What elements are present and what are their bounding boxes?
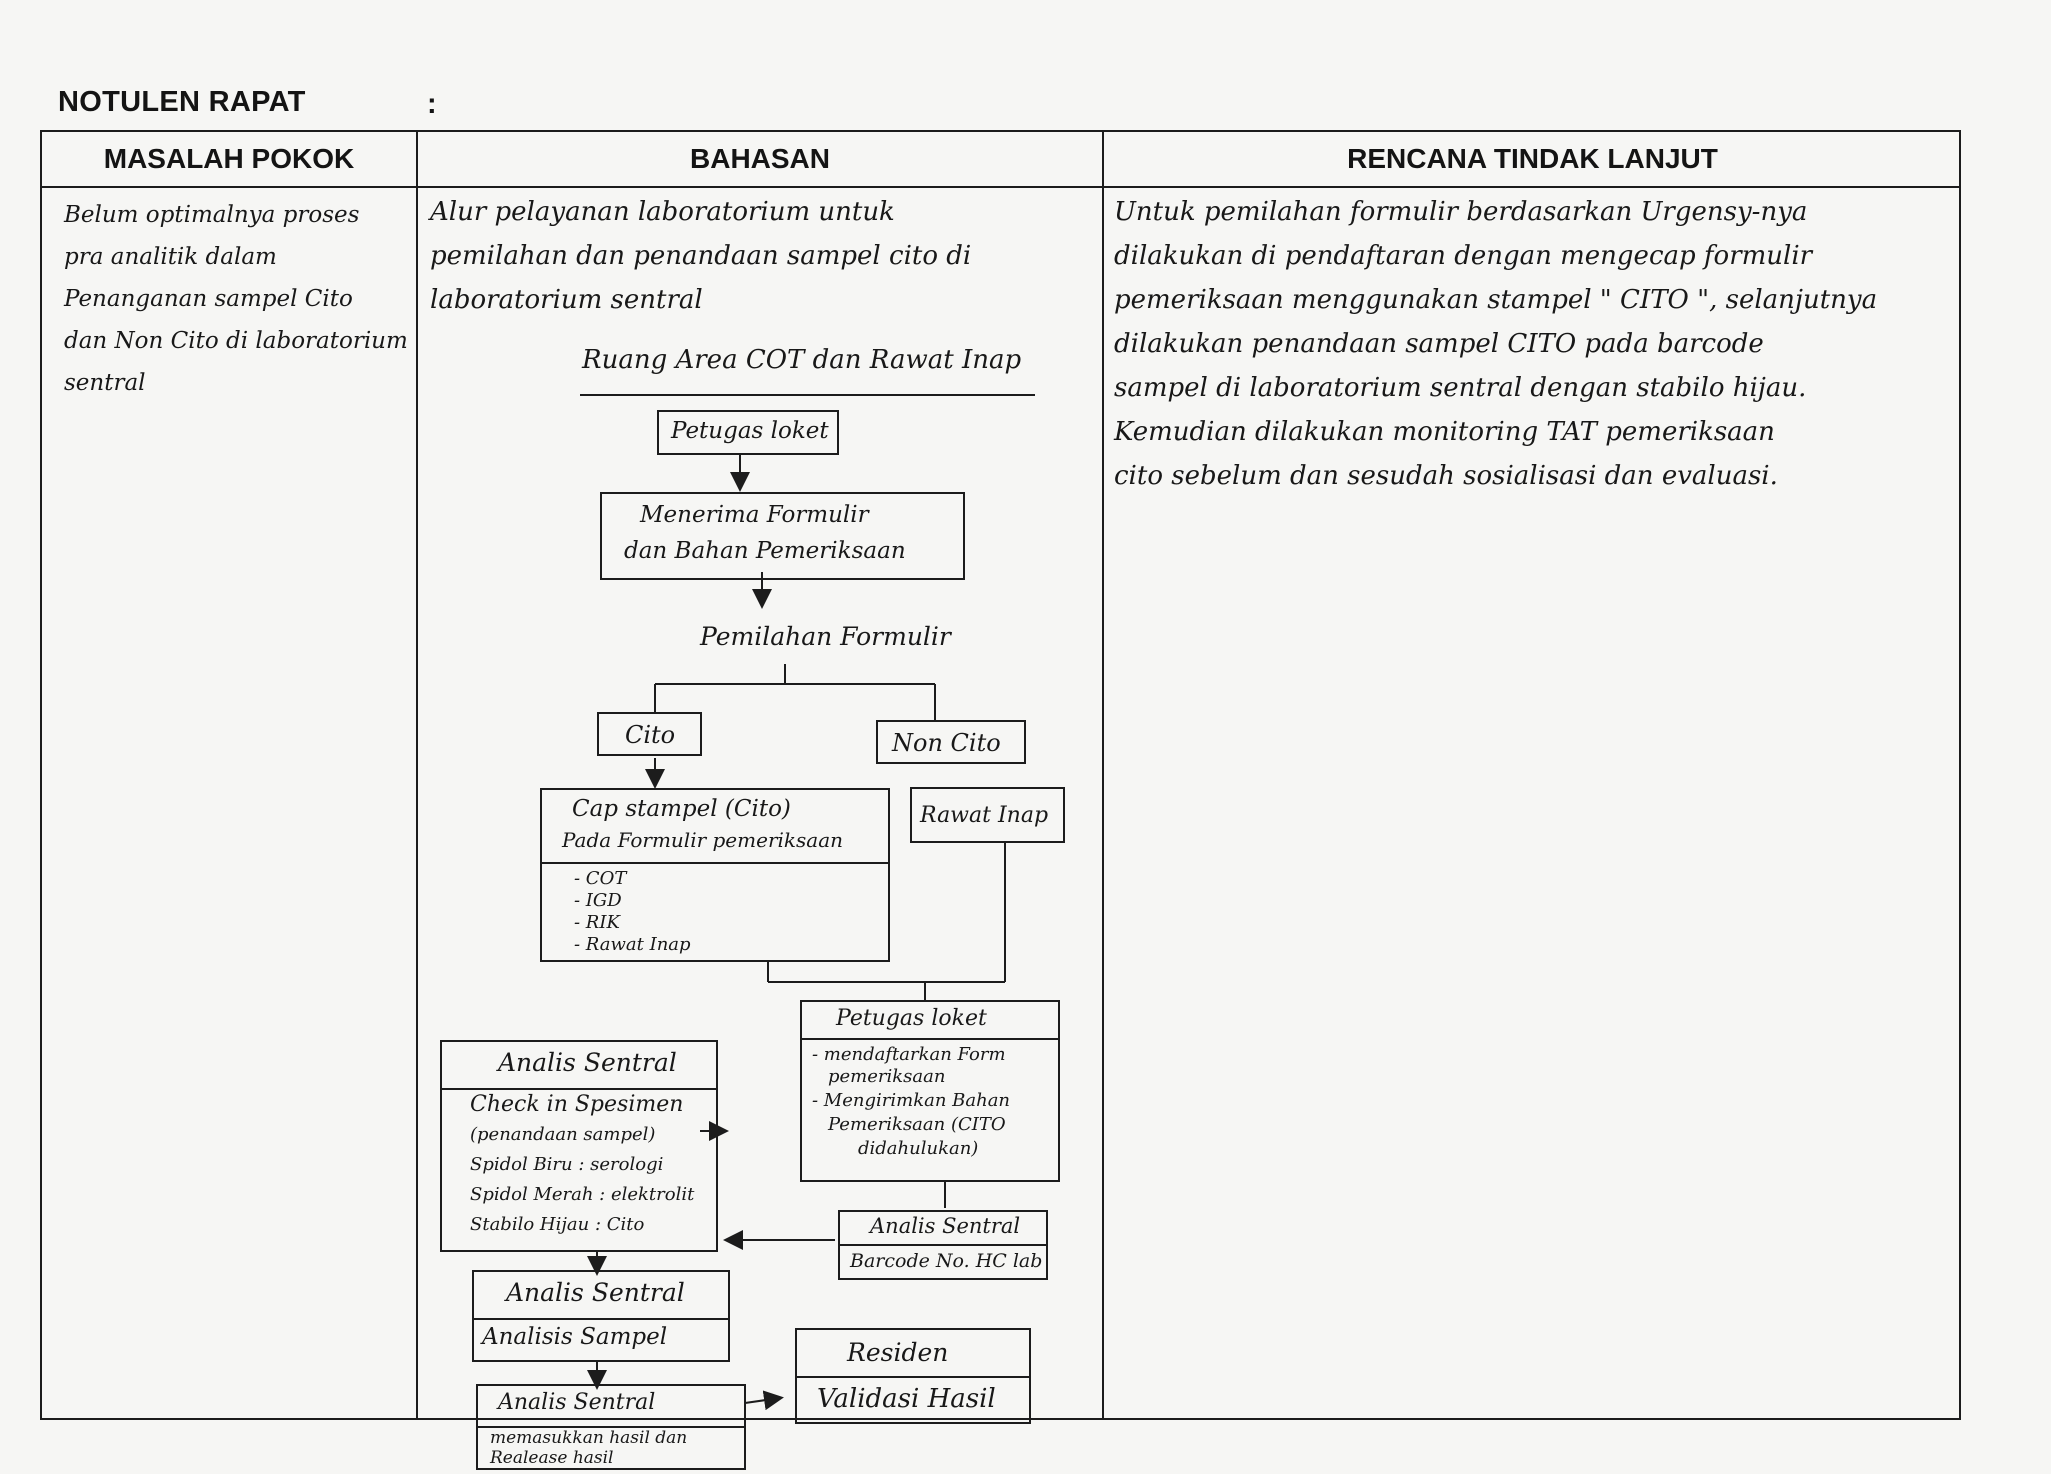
flow-petugas-loket-2-box	[800, 1000, 1060, 1182]
flow-cap-item: - RIK	[574, 912, 620, 933]
masalah-line: Belum optimalnya proses	[64, 202, 360, 228]
flow-analis-sentral-2-label: Analis Sentral	[506, 1278, 685, 1307]
flow-petugas-loket-label: Petugas loket	[671, 418, 829, 444]
flow-cito-box	[597, 712, 702, 756]
flow-petugas-loket-2-separator	[802, 1038, 1058, 1040]
column-divider-2	[1102, 132, 1104, 1418]
rtl-line: pemeriksaan menggunakan stampel " CITO ", selanjutnya	[1114, 285, 1878, 315]
title-colon: :	[427, 88, 437, 120]
flow-cap-item: - Rawat Inap	[574, 934, 691, 955]
bahasan-line: pemilahan dan penandaan sampel cito di	[430, 241, 972, 271]
flow-cap-item: - COT	[574, 868, 627, 889]
flow-residen-label: Residen	[847, 1338, 949, 1367]
rencana-tindak-lanjut-text	[1114, 190, 1954, 498]
column-divider-1	[416, 132, 418, 1418]
header-divider	[42, 186, 1959, 188]
flow-menerima-line: dan Bahan Pemeriksaan	[624, 538, 906, 564]
rtl-line: Untuk pemilahan formulir berdasarkan Urgensy-nya	[1114, 197, 1808, 227]
flow-petugas-loket-2-item: didahulukan)	[858, 1138, 979, 1159]
flow-check-in-line: Check in Spesimen	[470, 1092, 684, 1117]
flow-memasukkan-line: memasukkan hasil dan	[490, 1428, 688, 1448]
flow-analis-sentral-barcode-box	[838, 1210, 1048, 1280]
rtl-line: dilakukan di pendaftaran dengan mengecap formulir	[1114, 241, 1813, 271]
flow-residen-separator	[797, 1376, 1029, 1378]
flow-check-in-line: Spidol Merah : elektrolit	[470, 1184, 695, 1205]
flow-rawat-inap-box	[910, 787, 1065, 843]
flow-petugas-loket-2-label: Petugas loket	[836, 1006, 987, 1031]
rtl-line: dilakukan penandaan sampel CITO pada barcode	[1114, 329, 1764, 359]
flow-analisis-sampel-label: Analisis Sampel	[482, 1324, 668, 1350]
header-bahasan: BAHASAN	[690, 143, 830, 174]
masalah-pokok-text	[64, 194, 414, 404]
flow-petugas-loket-box	[657, 410, 839, 455]
flow-analis-sentral-1-separator	[442, 1088, 716, 1090]
bahasan-text	[430, 190, 1110, 322]
flow-non-cito-box	[876, 720, 1026, 764]
flow-barcode-label: Barcode No. HC lab	[850, 1250, 1043, 1272]
flow-barcode-separator	[840, 1244, 1046, 1246]
flow-cap-separator	[542, 862, 888, 864]
flow-check-in-line: Spidol Biru : serologi	[470, 1154, 664, 1175]
flow-analis-sentral-barcode-label: Analis Sentral	[870, 1214, 1021, 1238]
header-masalah-pokok: MASALAH POKOK	[103, 143, 355, 174]
flow-check-in-line: (penandaan sampel)	[470, 1124, 656, 1145]
flow-cap-title: Cap stampel (Cito)	[572, 796, 791, 822]
flow-petugas-loket-2-item: - mendaftarkan Form	[812, 1044, 1006, 1065]
flow-menerima-line: Menerima Formulir	[640, 502, 869, 528]
flow-check-in-line: Stabilo Hijau : Cito	[470, 1214, 645, 1235]
masalah-line: dan Non Cito di laboratorium	[64, 328, 408, 354]
flow-petugas-loket-2-item: - Mengirimkan Bahan	[812, 1090, 1011, 1111]
flow-menerima-box	[600, 492, 965, 580]
rtl-line: cito sebelum dan sesudah sosialisasi dan evaluasi.	[1114, 461, 1778, 491]
flow-analis-sentral-checkin-box	[440, 1040, 718, 1252]
bahasan-line: laboratorium sentral	[430, 285, 703, 315]
flow-validasi-label: Validasi Hasil	[817, 1384, 996, 1414]
flow-analis-sentral-release-box	[476, 1384, 746, 1470]
flow-analis-sentral-1-label: Analis Sentral	[498, 1048, 677, 1077]
flow-petugas-loket-2-item: Pemeriksaan (CITO	[828, 1114, 1006, 1135]
masalah-line: sentral	[64, 370, 146, 396]
flow-cap-item: - IGD	[574, 890, 622, 911]
flow-pemilahan-label: Pemilahan Formulir	[700, 622, 951, 651]
rtl-line: sampel di laboratorium sentral dengan stabilo hijau.	[1114, 373, 1807, 403]
flow-analis-sentral-analisis-box	[472, 1270, 730, 1362]
flow-analis-sentral-3-label: Analis Sentral	[498, 1390, 656, 1415]
flow-area-label: Ruang Area COT dan Rawat Inap	[582, 345, 1022, 375]
flow-petugas-loket-2-item: pemeriksaan	[828, 1066, 946, 1087]
flow-rawat-inap-label: Rawat Inap	[920, 803, 1049, 828]
flow-non-cito-label: Non Cito	[892, 729, 1001, 757]
document-title: NOTULEN RAPAT	[58, 86, 306, 118]
flow-memasukkan-line: Realease hasil	[490, 1448, 614, 1468]
rtl-line: Kemudian dilakukan monitoring TAT pemeriksaan	[1114, 417, 1775, 447]
bahasan-line: Alur pelayanan laboratorium untuk	[430, 197, 895, 227]
header-rencana-tindak-lanjut: RENCANA TINDAK LANJUT	[1347, 143, 1718, 174]
masalah-line: Penanganan sampel Cito	[64, 286, 353, 312]
masalah-line: pra analitik dalam	[64, 244, 277, 270]
flow-residen-box	[795, 1328, 1031, 1424]
flow-cito-label: Cito	[625, 721, 676, 749]
flow-cap-stampel-box	[540, 788, 890, 962]
flow-cap-title: Pada Formulir pemeriksaan	[562, 828, 844, 852]
flow-analisis-separator	[474, 1318, 728, 1320]
